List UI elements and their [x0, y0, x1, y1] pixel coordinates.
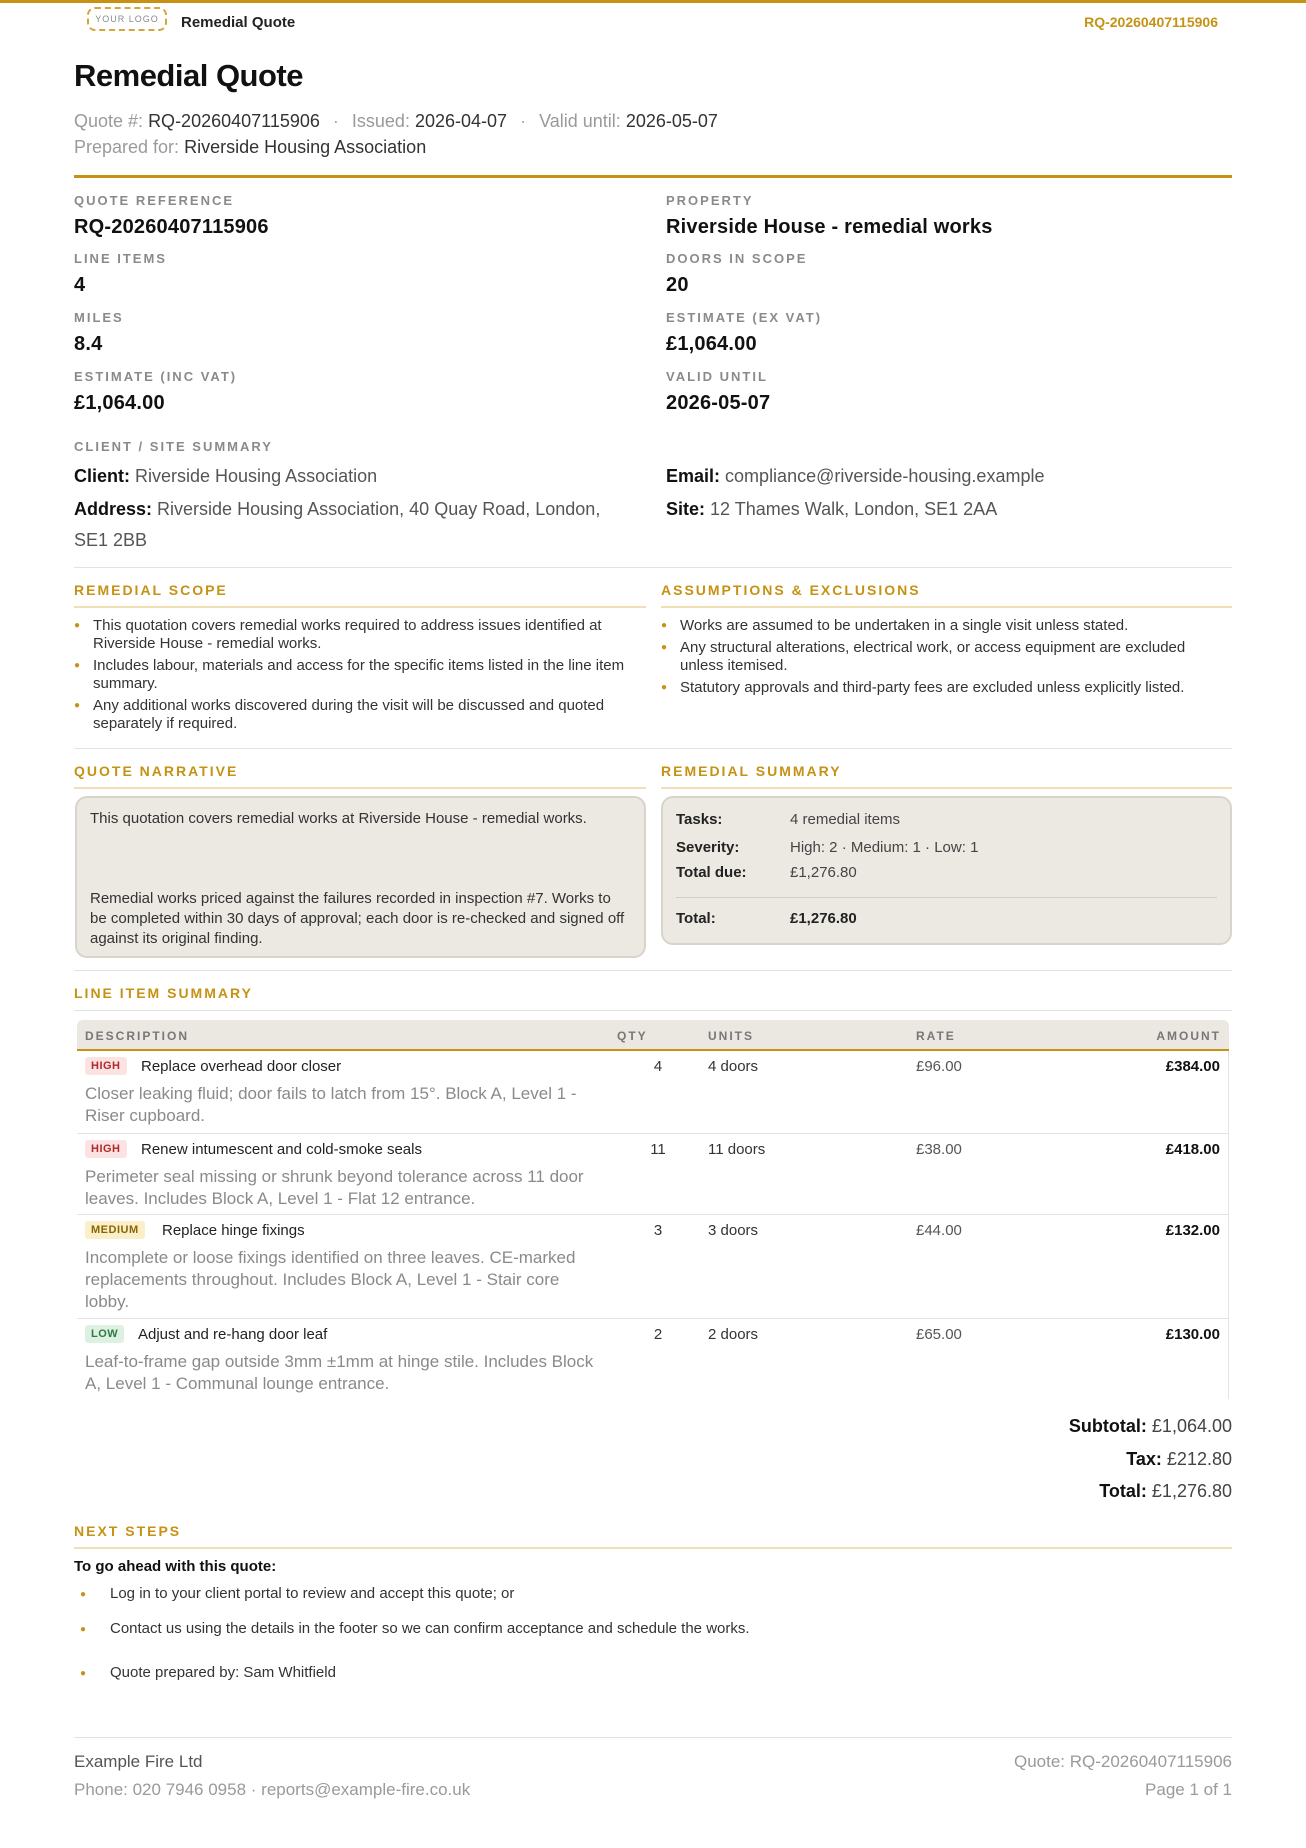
address-value: Riverside Housing Association, 40 Quay Road, London, SE1 2BB [74, 499, 601, 550]
field-label: ESTIMATE (INC VAT) [74, 369, 238, 384]
item-description: Perimeter seal missing or shrunk beyond tolerance across 11 door leaves. Includes Block A, Level 1 - Flat 12 entrance. [85, 1167, 584, 1208]
field-value: £1,064.00 [666, 333, 757, 355]
remedial-summary-box [661, 796, 1232, 945]
field-value: 2026-05-07 [666, 392, 771, 414]
section-rule [74, 787, 646, 789]
item-rate: £96.00 [916, 1058, 962, 1075]
field-estimate-inc-vat [74, 369, 237, 415]
section-rule [74, 606, 646, 608]
table-row [77, 1319, 1229, 1399]
table-row [77, 1051, 1229, 1134]
header-title: Remedial Quote [181, 14, 296, 31]
severity-badge: LOW [85, 1325, 124, 1343]
quote-meta [74, 111, 718, 132]
field-quote-reference [74, 193, 269, 239]
next-steps-heading: NEXT STEPS [74, 1523, 182, 1539]
tax-label: Tax: [1126, 1449, 1162, 1469]
list-item-text: Log in to your client portal to review and accept this quote; or [110, 1585, 515, 1602]
tax-line [1126, 1449, 1232, 1470]
column-description: DESCRIPTION [85, 1029, 190, 1043]
list-item: ● Includes labour, materials and access for the specific items listed in the line item summary. [74, 657, 646, 693]
item-amount: £132.00 [1165, 1222, 1220, 1239]
narrative-paragraph: Remedial works priced against the failures recorded in inspection #7. Works to be completed within 30 days of approval; each door is re-checked and signed off against its original finding. [90, 890, 625, 947]
column-rate: RATE [916, 1029, 956, 1043]
subtotal-label: Subtotal: [1068, 1416, 1147, 1436]
field-value: 8.4 [74, 333, 103, 355]
item-qty: 3 [653, 1222, 663, 1239]
field-property [666, 193, 993, 239]
item-qty: 4 [653, 1058, 663, 1075]
list-item: ● This quotation covers remedial works required to address issues identified at Riverside House - remedial works. [74, 617, 646, 653]
item-rate: £38.00 [916, 1141, 962, 1158]
total-label: Total: [676, 910, 716, 927]
footer-page-number: Page 1 of 1 [1145, 1780, 1232, 1799]
bullet-icon: ● [80, 1668, 87, 1679]
field-value: £1,064.00 [74, 392, 165, 414]
tasks-label: Tasks: [676, 811, 723, 828]
field-value: 4 [74, 274, 86, 296]
footer-divider [74, 1737, 1232, 1738]
remedial-scope-list [74, 617, 646, 737]
header-reference: RQ-20260407115906 [1084, 14, 1218, 30]
remedial-summary-heading: REMEDIAL SUMMARY [661, 763, 842, 779]
bullet-icon: ● [80, 1624, 87, 1635]
address-label: Address: [74, 499, 153, 519]
table-row [77, 1134, 1229, 1215]
remedial-scope-heading: REMEDIAL SCOPE [74, 582, 228, 598]
issued-date: 2026-04-07 [414, 111, 508, 131]
table-row [77, 1215, 1229, 1319]
item-qty: 11 [650, 1141, 666, 1158]
table-header [77, 1020, 1229, 1051]
section-divider [74, 567, 1232, 568]
list-item: ● Any additional works discovered during the visit will be discussed and quoted separately if required. [74, 697, 646, 733]
item-description: Incomplete or loose fixings identified on three leaves. CE-marked replacements throughout. Includes Block A, Level 1 - Stair core lobby. [85, 1248, 576, 1311]
site-value: 12 Thames Walk, London, SE1 2AA [710, 499, 998, 519]
bullet-icon: ● [80, 1589, 87, 1600]
list-item: ● Any structural alterations, electrical work, or access equipment are excluded unless itemised. [661, 639, 1232, 675]
field-label: LINE ITEMS [74, 251, 167, 266]
meta-separator: · [332, 111, 339, 131]
footer-quote-ref: Quote: RQ-20260407115906 [1013, 1752, 1232, 1771]
field-doors-in-scope [666, 251, 807, 297]
prepared-for [74, 137, 426, 158]
list-item-text: Contact us using the details in the footer so we can confirm acceptance and schedule the works. [110, 1620, 750, 1637]
item-description: Leaf-to-frame gap outside 3mm ±1mm at hinge stile. Includes Block A, Level 1 - Communal lounge entrance. [85, 1352, 594, 1393]
field-miles [74, 310, 124, 356]
section-divider [74, 970, 1232, 971]
section-rule [661, 787, 1232, 789]
site-label: Site: [666, 499, 706, 519]
severity-badge: MEDIUM [85, 1221, 145, 1239]
section-rule [74, 1547, 1232, 1549]
item-units: 4 doors [708, 1058, 759, 1075]
severity-value: High: 2 · Medium: 1 · Low: 1 [790, 839, 979, 856]
logo-placeholder: YOUR LOGO [87, 7, 167, 31]
field-line-items [74, 251, 167, 297]
field-label: PROPERTY [666, 193, 754, 208]
subtotal-line [1069, 1416, 1232, 1437]
total-value: £1,276.80 [1151, 1481, 1232, 1501]
column-qty: QTY [617, 1029, 648, 1043]
meta-separator: · [520, 111, 527, 131]
email-label: Email: [666, 466, 721, 486]
column-amount: AMOUNT [1156, 1029, 1221, 1043]
item-units: 2 doors [708, 1326, 759, 1343]
item-rate: £44.00 [916, 1222, 962, 1239]
quote-number: RQ-20260407115906 [148, 111, 320, 131]
item-amount: £384.00 [1165, 1058, 1220, 1075]
item-title: Replace hinge fixings [162, 1222, 305, 1239]
site-line [666, 494, 1232, 525]
footer-company: Example Fire Ltd [74, 1752, 203, 1771]
line-items-heading: LINE ITEM SUMMARY [74, 985, 253, 1001]
assumptions-heading: ASSUMPTIONS & EXCLUSIONS [661, 582, 921, 598]
severity-badge: HIGH [85, 1140, 127, 1158]
column-units: UNITS [708, 1029, 754, 1043]
valid-until-label: Valid until: [539, 111, 621, 131]
total-value: £1,276.80 [790, 910, 857, 927]
page-title: Remedial Quote [74, 58, 303, 93]
item-description: Closer leaking fluid; door fails to latch from 15°. Block A, Level 1 - Riser cupboard. [85, 1084, 577, 1125]
item-units: 3 doors [708, 1222, 759, 1239]
section-rule [661, 606, 1232, 608]
field-valid-until [666, 369, 770, 415]
field-label: ESTIMATE (EX VAT) [666, 310, 823, 325]
total-line [1099, 1481, 1232, 1502]
client-line [74, 461, 634, 492]
title-divider [74, 175, 1232, 178]
item-amount: £130.00 [1165, 1326, 1220, 1343]
item-rate: £65.00 [916, 1326, 962, 1343]
item-title: Replace overhead door closer [141, 1058, 342, 1075]
prepared-for-value: Riverside Housing Association [184, 137, 427, 157]
list-item: ● Works are assumed to be undertaken in a single visit unless stated. [661, 617, 1232, 635]
field-value: Riverside House - remedial works [666, 216, 993, 238]
field-label: DOORS IN SCOPE [666, 251, 808, 266]
section-rule [74, 1010, 1232, 1011]
field-label: VALID UNTIL [666, 369, 768, 384]
tasks-value: 4 remedial items [790, 811, 901, 828]
tax-value: £212.80 [1166, 1449, 1232, 1469]
total-due-label: Total due: [676, 864, 747, 881]
address-line [74, 494, 634, 556]
client-value: Riverside Housing Association [135, 466, 378, 486]
field-value: 20 [666, 274, 689, 296]
item-amount: £418.00 [1165, 1141, 1220, 1158]
email-value: compliance@riverside-housing.example [725, 466, 1045, 486]
narrative-box [75, 796, 646, 958]
item-qty: 2 [653, 1326, 663, 1343]
footer-contact: Phone: 020 7946 0958 · reports@example-fire.co.uk [74, 1780, 471, 1799]
valid-until-date: 2026-05-07 [625, 111, 718, 131]
field-label: QUOTE REFERENCE [74, 193, 235, 208]
assumptions-list [661, 617, 1232, 701]
narrative-paragraph: This quotation covers remedial works at Riverside House - remedial works. [90, 810, 587, 827]
item-units: 11 doors [708, 1141, 766, 1158]
email-line [666, 461, 1232, 492]
summary-divider [676, 897, 1217, 898]
severity-label: Severity: [676, 839, 740, 856]
page-header [0, 3, 1306, 41]
item-title: Adjust and re-hang door leaf [138, 1326, 328, 1343]
total-due-value: £1,276.80 [790, 864, 857, 881]
narrative-heading: QUOTE NARRATIVE [74, 763, 239, 779]
field-value: RQ-20260407115906 [74, 216, 269, 238]
total-label: Total: [1099, 1481, 1147, 1501]
prepared-for-label: Prepared for: [74, 137, 180, 157]
list-item-text: Quote prepared by: Sam Whitfield [110, 1664, 336, 1681]
client-summary-heading: CLIENT / SITE SUMMARY [74, 439, 273, 454]
next-steps-intro: To go ahead with this quote: [74, 1558, 277, 1575]
quote-number-label: Quote #: [74, 111, 144, 131]
field-label: MILES [74, 310, 124, 325]
section-divider [74, 748, 1232, 749]
client-label: Client: [74, 466, 130, 486]
subtotal-value: £1,064.00 [1151, 1416, 1232, 1436]
list-item: ● Statutory approvals and third-party fees are excluded unless explicitly listed. [661, 679, 1232, 697]
severity-badge: HIGH [85, 1057, 127, 1075]
issued-label: Issued: [351, 111, 410, 131]
item-title: Renew intumescent and cold-smoke seals [141, 1141, 422, 1158]
field-estimate-ex-vat [666, 310, 822, 356]
